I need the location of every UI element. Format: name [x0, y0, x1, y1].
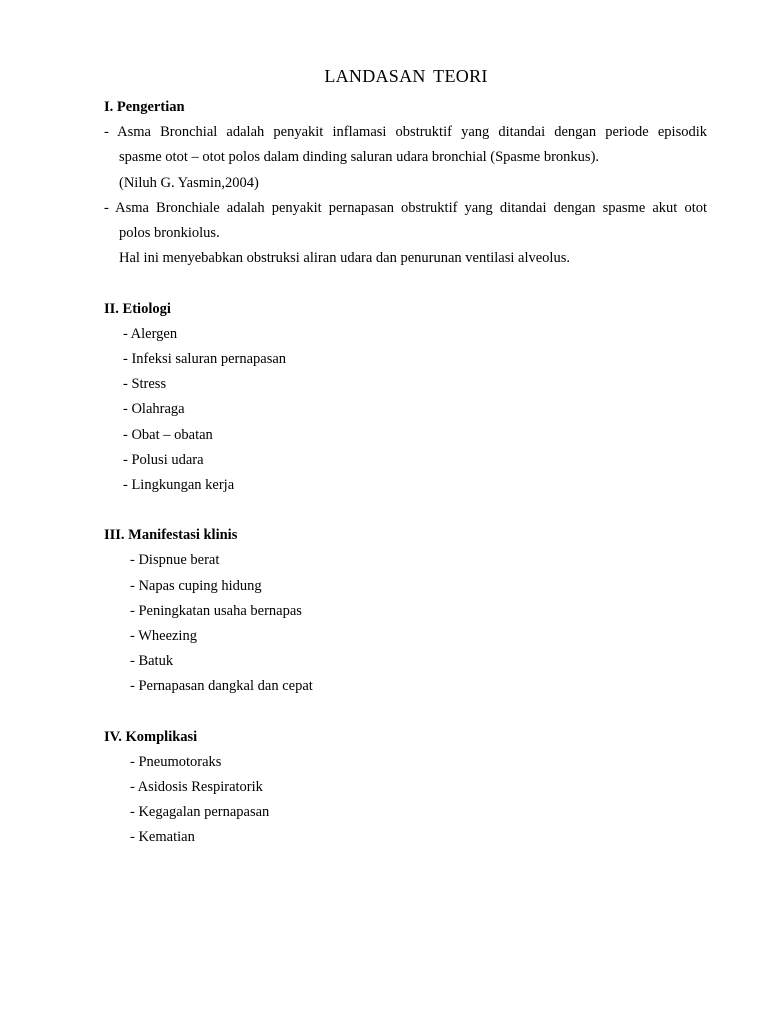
list-item: - Asidosis Respiratorik [130, 779, 263, 795]
list-item: - Lingkungan kerja [123, 477, 235, 493]
list-item: - Napas cuping hidung [130, 578, 262, 594]
list-item: - Kegagalan pernapasan [130, 804, 270, 820]
list-item: - Polusi udara [123, 452, 204, 468]
section-heading-pengertian: I. Pengertian [104, 99, 185, 115]
section-heading-etiologi: II. Etiologi [104, 301, 171, 317]
list-item: - Obat – obatan [123, 427, 213, 443]
list-item: - Stress [123, 376, 167, 392]
definition-line: - Asma Bronchial adalah penyakit inflamasi obstruktif yang ditandai dengan periode episodik [104, 124, 707, 140]
definition-line: polos bronkiolus. [119, 225, 220, 241]
list-item: - Olahraga [123, 401, 185, 417]
section-heading-manifestasi-klinis: III. Manifestasi klinis [104, 527, 238, 543]
definition-line: - Asma Bronchiale adalah penyakit pernapasan obstruktif yang ditandai dengan spasme akut otot [104, 200, 707, 216]
list-item: - Kematian [130, 829, 195, 845]
list-item: - Batuk [130, 653, 174, 669]
definition-line: spasme otot – otot polos dalam dinding saluran udara bronchial (Spasme bronkus). [119, 149, 600, 165]
section-heading-komplikasi: IV. Komplikasi [104, 729, 198, 745]
list-item: - Infeksi saluran pernapasan [123, 351, 287, 367]
list-item: - Pernapasan dangkal dan cepat [130, 678, 313, 694]
document-title: LANDASAN TEORI [324, 66, 488, 86]
list-item: - Pneumotoraks [130, 754, 222, 770]
list-item: - Peningkatan usaha bernapas [130, 603, 302, 619]
citation-line: (Niluh G. Yasmin,2004) [119, 175, 259, 191]
list-item: - Dispnue berat [130, 552, 220, 568]
definition-line: Hal ini menyebabkan obstruksi aliran udara dan penurunan ventilasi alveolus. [119, 250, 570, 266]
list-item: - Wheezing [130, 628, 197, 644]
list-item: - Alergen [123, 326, 178, 342]
